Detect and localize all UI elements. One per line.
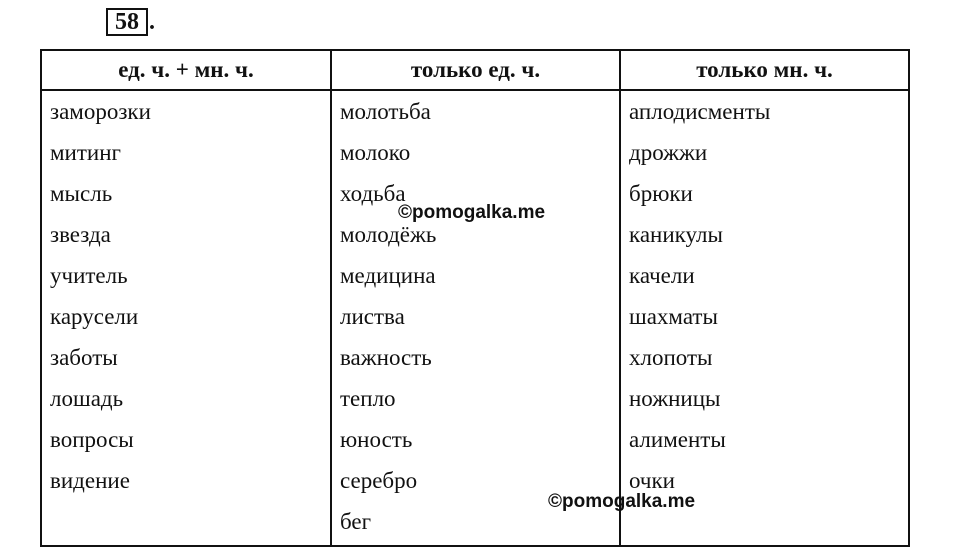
word-cell: мысль bbox=[50, 181, 113, 206]
word-cell: бег bbox=[340, 509, 372, 534]
word-cell: дрожжи bbox=[629, 140, 708, 165]
word-cell: хлопоты bbox=[629, 345, 713, 370]
column-singular-only bbox=[340, 91, 436, 542]
word-cell: ходьба bbox=[340, 181, 406, 206]
word-cell: брюки bbox=[629, 181, 693, 206]
word-cell: тепло bbox=[340, 386, 396, 411]
word-table bbox=[40, 49, 910, 547]
header-singular-only: только ед. ч. bbox=[410, 57, 541, 82]
word-cell: учитель bbox=[50, 263, 128, 288]
header-singular-plural: ед. ч. + мн. ч. bbox=[118, 57, 254, 82]
header-plural-only: только мн. ч. bbox=[696, 57, 833, 82]
word-cell: карусели bbox=[50, 304, 139, 329]
word-cell: митинг bbox=[50, 140, 121, 165]
column-divider bbox=[619, 51, 621, 545]
column-singular-plural bbox=[50, 91, 151, 501]
column-plural-only bbox=[629, 91, 770, 501]
watermark: ©pomogalka.me bbox=[398, 202, 546, 223]
word-cell: аплодисменты bbox=[629, 99, 771, 124]
word-cell: звезда bbox=[50, 222, 111, 247]
word-cell: видение bbox=[50, 468, 130, 493]
word-cell: молодёжь bbox=[340, 222, 437, 247]
word-cell: молоко bbox=[340, 140, 411, 165]
word-cell: шахматы bbox=[629, 304, 718, 329]
word-cell: важность bbox=[340, 345, 432, 370]
word-cell: ножницы bbox=[629, 386, 721, 411]
watermark: ©pomogalka.me bbox=[548, 491, 696, 512]
word-cell: серебро bbox=[340, 468, 418, 493]
word-cell: очки bbox=[629, 468, 675, 493]
word-cell: заботы bbox=[50, 345, 118, 370]
word-cell: юность bbox=[340, 427, 413, 452]
exercise-number-dot: . bbox=[149, 9, 155, 35]
header-divider bbox=[42, 89, 908, 91]
word-cell: заморозки bbox=[50, 99, 151, 124]
word-cell: лошадь bbox=[50, 386, 124, 411]
word-cell: медицина bbox=[340, 263, 436, 288]
word-cell: алименты bbox=[629, 427, 726, 452]
column-divider bbox=[330, 51, 332, 545]
word-cell: листва bbox=[340, 304, 405, 329]
word-cell: молотьба bbox=[340, 99, 431, 124]
exercise-number: 58 bbox=[106, 8, 148, 36]
word-cell: вопросы bbox=[50, 427, 134, 452]
word-cell: качели bbox=[629, 263, 695, 288]
word-cell: каникулы bbox=[629, 222, 723, 247]
